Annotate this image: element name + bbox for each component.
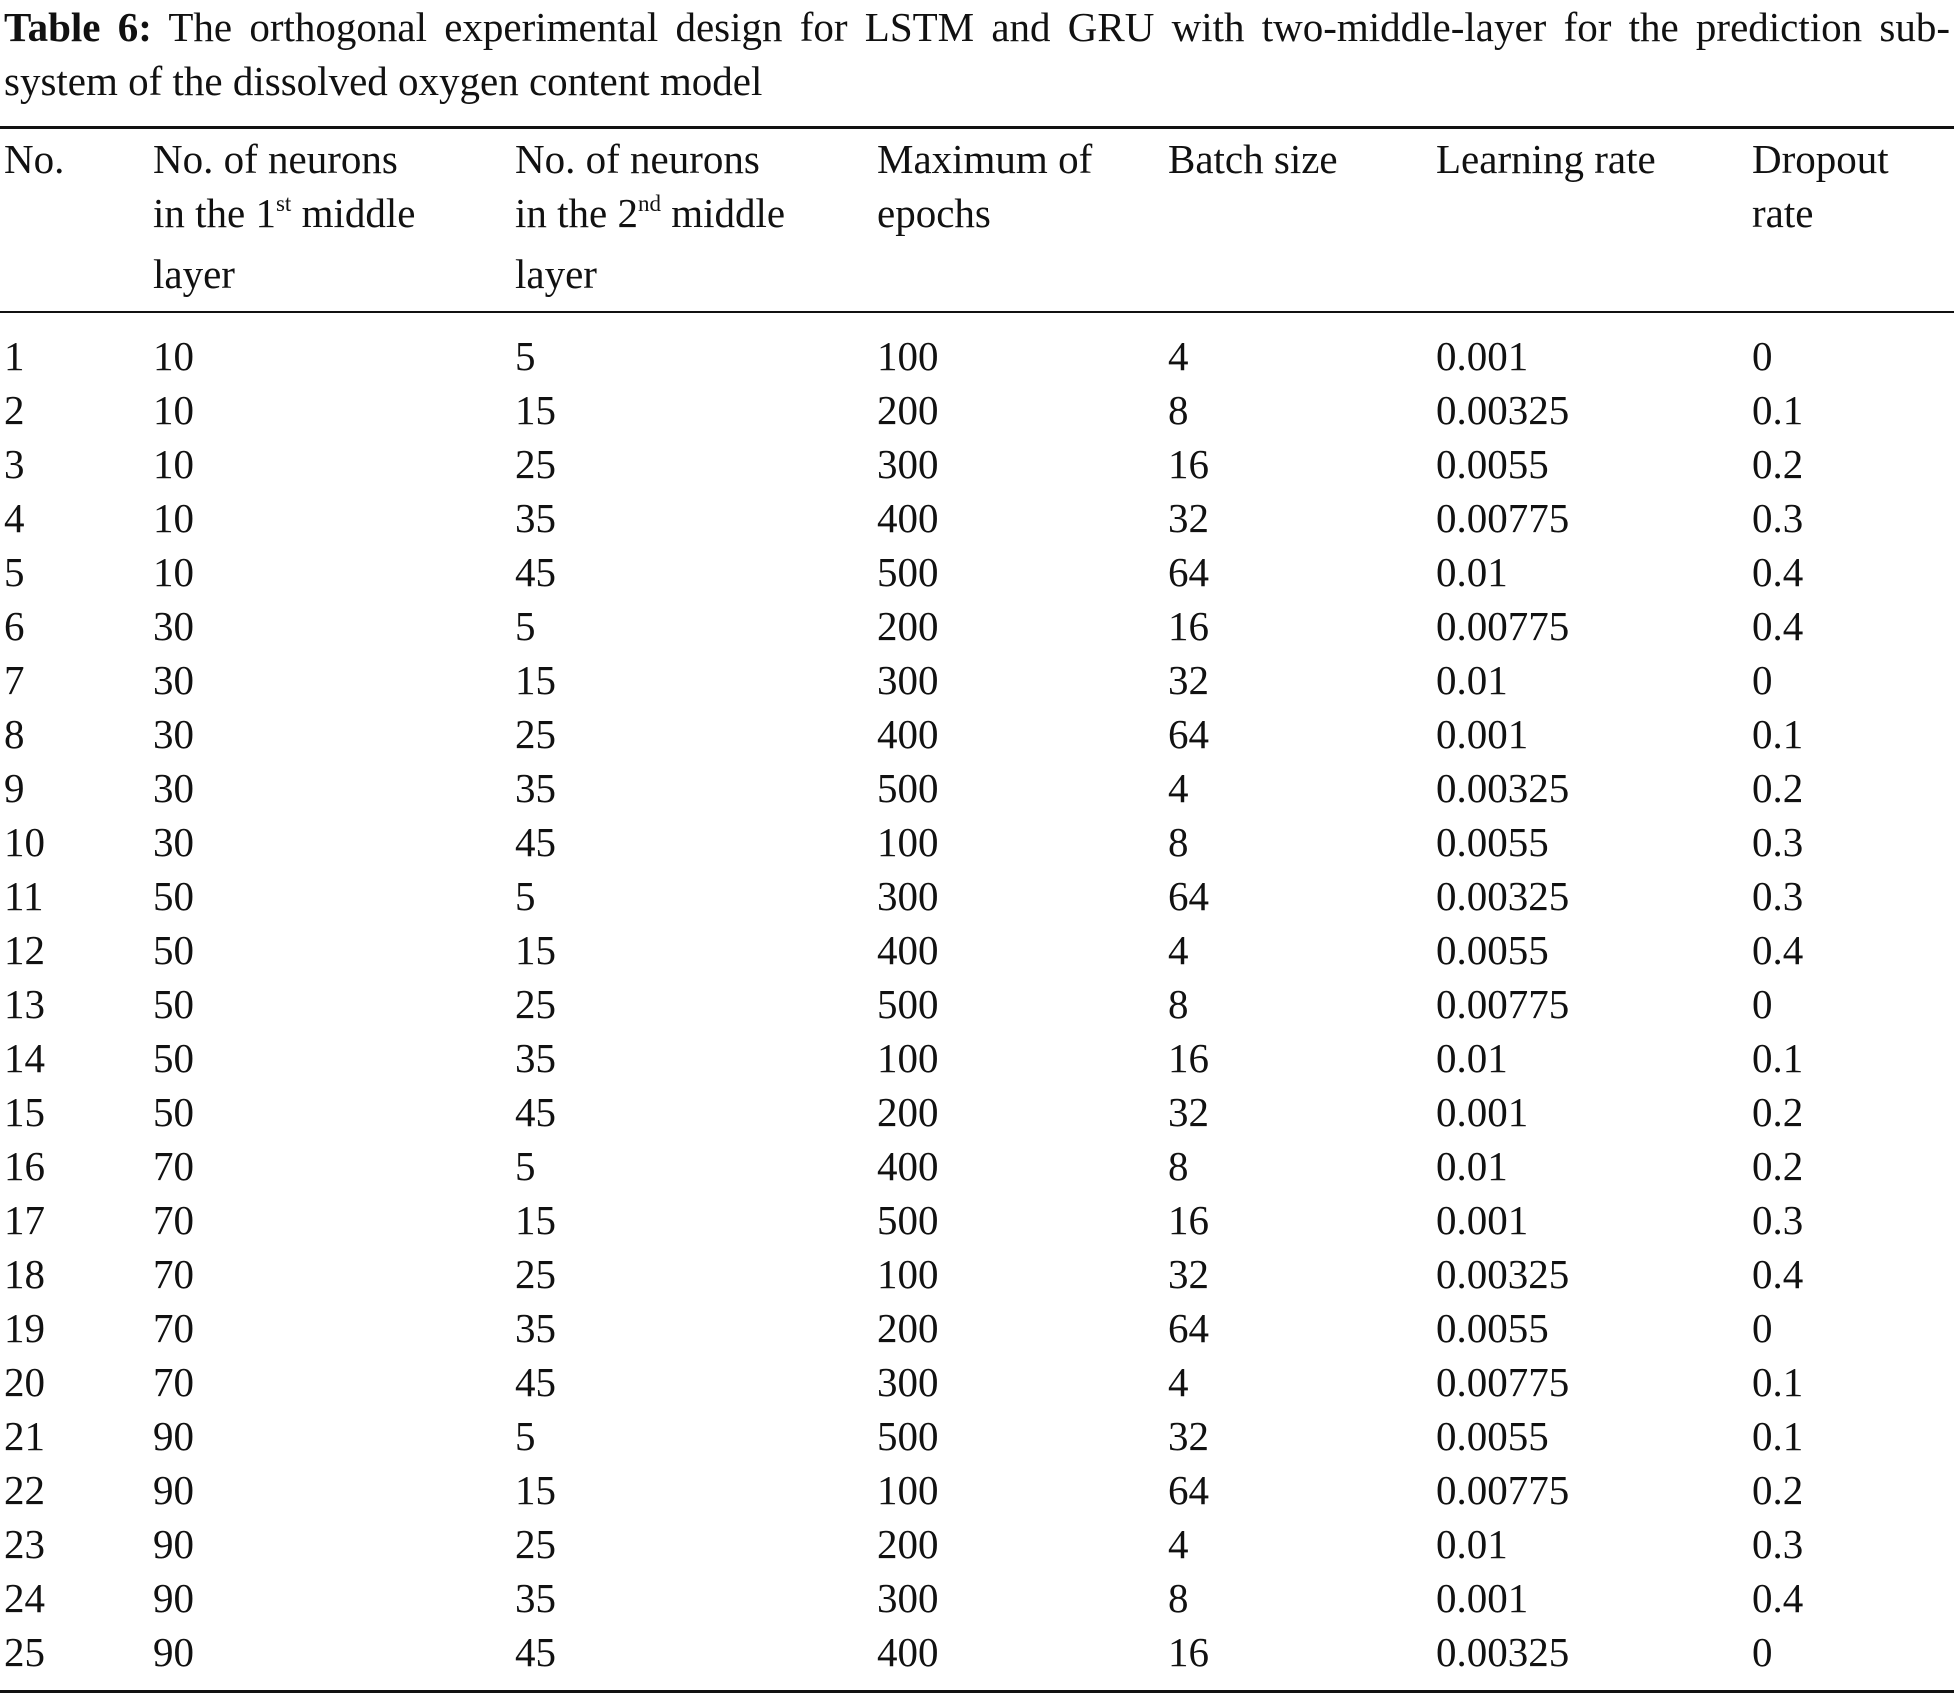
table-cell: 5 [515, 873, 536, 919]
table-cell: 8 [1168, 819, 1189, 865]
header-neurons-2nd-layer [515, 132, 785, 301]
header-lr-label: Learning rate [1436, 136, 1656, 182]
table-cell: 20 [4, 1359, 45, 1405]
table-cell: 30 [153, 603, 194, 649]
table-cell: 10 [153, 441, 194, 487]
table-cell: 100 [877, 1035, 939, 1081]
table-cell: 0.3 [1752, 1197, 1804, 1243]
table-cell: 400 [877, 1143, 939, 1189]
table-cell: 15 [4, 1089, 45, 1135]
table-cell: 8 [1168, 981, 1189, 1027]
table-cell: 100 [877, 819, 939, 865]
table-cell: 25 [515, 981, 556, 1027]
header-dropout-rate [1752, 132, 1889, 240]
table-cell: 0.00775 [1436, 603, 1570, 649]
table-cell: 0.3 [1752, 495, 1804, 541]
table-cell: 100 [877, 1251, 939, 1297]
table-cell: 18 [4, 1251, 45, 1297]
table-cell: 4 [4, 495, 25, 541]
table-cell: 6 [4, 603, 25, 649]
table-cell: 16 [1168, 1197, 1209, 1243]
table-cell: 0.0055 [1436, 441, 1549, 487]
table-cell: 12 [4, 927, 45, 973]
table-cell: 0.1 [1752, 1413, 1804, 1459]
table-bottom-rule [0, 1690, 1954, 1693]
table-cell: 0 [1752, 1305, 1773, 1351]
table-cell: 32 [1168, 1413, 1209, 1459]
table-cell: 90 [153, 1413, 194, 1459]
table-cell: 0.2 [1752, 1143, 1804, 1189]
table-row [0, 491, 1954, 545]
table-cell: 35 [515, 495, 556, 541]
table-cell: 300 [877, 441, 939, 487]
table-cell: 10 [153, 549, 194, 595]
table-cell: 0.4 [1752, 1575, 1804, 1621]
table-cell: 200 [877, 1521, 939, 1567]
table-cell: 30 [153, 657, 194, 703]
table-cell: 0.00325 [1436, 873, 1570, 919]
table-cell: 15 [515, 927, 556, 973]
table-cell: 25 [515, 1251, 556, 1297]
table-cell: 50 [153, 981, 194, 1027]
header-dropout-line2: rate [1752, 190, 1814, 236]
table-cell: 35 [515, 1035, 556, 1081]
table-cell: 50 [153, 1089, 194, 1135]
table-cell: 10 [153, 333, 194, 379]
table-cell: 0.001 [1436, 1197, 1529, 1243]
table-cell: 9 [4, 765, 25, 811]
header-batch-label: Batch size [1168, 136, 1338, 182]
table-cell: 400 [877, 711, 939, 757]
table-cell: 10 [153, 387, 194, 433]
table-cell: 23 [4, 1521, 45, 1567]
table-cell: 45 [515, 1359, 556, 1405]
table-cell: 0.4 [1752, 927, 1804, 973]
table-cell: 16 [1168, 441, 1209, 487]
header-no-label: No. [4, 136, 65, 182]
table-cell: 5 [515, 1143, 536, 1189]
table-cell: 0.1 [1752, 1359, 1804, 1405]
table-cell: 90 [153, 1575, 194, 1621]
table-cell: 5 [515, 1413, 536, 1459]
table-cell: 32 [1168, 1089, 1209, 1135]
table-row [0, 1409, 1954, 1463]
table-cell: 4 [1168, 1521, 1189, 1567]
table-cell: 16 [1168, 1629, 1209, 1675]
table-cell: 30 [153, 711, 194, 757]
table-row [0, 707, 1954, 761]
table-cell: 500 [877, 1197, 939, 1243]
table-cell: 50 [153, 1035, 194, 1081]
table-cell: 0.00325 [1436, 1629, 1570, 1675]
table-cell: 70 [153, 1305, 194, 1351]
table-row [0, 1139, 1954, 1193]
table-cell: 4 [1168, 927, 1189, 973]
table-cell: 70 [153, 1197, 194, 1243]
header-epochs-line1: Maximum of [877, 136, 1093, 182]
table-cell: 400 [877, 1629, 939, 1675]
table-cell: 0.1 [1752, 387, 1804, 433]
header-no [4, 132, 64, 186]
table-cell: 0.001 [1436, 1089, 1529, 1135]
table-cell: 13 [4, 981, 45, 1027]
table-cell: 64 [1168, 1305, 1209, 1351]
table-cell: 70 [153, 1251, 194, 1297]
table-cell: 0.0055 [1436, 927, 1549, 973]
table-cell: 30 [153, 819, 194, 865]
table-cell: 7 [4, 657, 25, 703]
table-cell: 32 [1168, 1251, 1209, 1297]
header-neurons2-line3: layer [515, 251, 597, 297]
table-cell: 22 [4, 1467, 45, 1513]
table-cell: 300 [877, 657, 939, 703]
table-cell: 0.4 [1752, 549, 1804, 595]
table-row [0, 383, 1954, 437]
table-cell: 10 [153, 495, 194, 541]
header-neurons-1st-layer [153, 132, 415, 301]
table-cell: 0.1 [1752, 1035, 1804, 1081]
table-cell: 64 [1168, 549, 1209, 595]
table-cell: 0 [1752, 1629, 1773, 1675]
table-cell: 15 [515, 387, 556, 433]
table-cell: 0.0055 [1436, 1305, 1549, 1351]
header-learning-rate [1436, 132, 1656, 186]
table-cell: 15 [515, 657, 556, 703]
table-cell: 4 [1168, 765, 1189, 811]
table-row [0, 1571, 1954, 1625]
table-row [0, 1085, 1954, 1139]
table-cell: 0 [1752, 981, 1773, 1027]
table-cell: 0.00325 [1436, 1251, 1570, 1297]
table-cell: 1 [4, 333, 25, 379]
table-cell: 0.2 [1752, 765, 1804, 811]
table-cell: 45 [515, 549, 556, 595]
table-row [0, 653, 1954, 707]
table-cell: 35 [515, 1305, 556, 1351]
table-cell: 21 [4, 1413, 45, 1459]
table-cell: 0.2 [1752, 441, 1804, 487]
table-cell: 0.00775 [1436, 981, 1570, 1027]
table-header-rule [0, 311, 1954, 313]
table-cell: 45 [515, 1629, 556, 1675]
table-cell: 90 [153, 1521, 194, 1567]
table-cell: 32 [1168, 657, 1209, 703]
table-cell: 0.0055 [1436, 819, 1549, 865]
header-neurons2-line2: in the 2nd middle [515, 190, 786, 236]
table-cell: 8 [1168, 1575, 1189, 1621]
table-body [0, 329, 1954, 1679]
table-cell: 0.4 [1752, 603, 1804, 649]
table-cell: 100 [877, 1467, 939, 1513]
table-cell: 0.3 [1752, 873, 1804, 919]
table-cell: 8 [4, 711, 25, 757]
table-cell: 0.2 [1752, 1089, 1804, 1135]
table-row [0, 329, 1954, 383]
table-cell: 64 [1168, 711, 1209, 757]
table-cell: 25 [515, 1521, 556, 1567]
table-cell: 0.01 [1436, 549, 1508, 595]
header-batch-size [1168, 132, 1338, 186]
header-epochs-line2: epochs [877, 190, 991, 236]
table-cell: 0.001 [1436, 711, 1529, 757]
table-row [0, 1463, 1954, 1517]
header-max-epochs [877, 132, 1092, 240]
table-cell: 0.1 [1752, 711, 1804, 757]
table-cell: 0.001 [1436, 333, 1529, 379]
table-cell: 0.001 [1436, 1575, 1529, 1621]
header-dropout-line1: Dropout [1752, 136, 1889, 182]
table-cell: 25 [4, 1629, 45, 1675]
table-row [0, 923, 1954, 977]
table-cell: 100 [877, 333, 939, 379]
table-cell: 50 [153, 873, 194, 919]
table-cell: 0 [1752, 333, 1773, 379]
table-cell: 5 [515, 333, 536, 379]
table-cell: 17 [4, 1197, 45, 1243]
table-cell: 0.01 [1436, 1035, 1508, 1081]
table-cell: 5 [4, 549, 25, 595]
table-cell: 15 [515, 1467, 556, 1513]
table-cell: 0.00325 [1436, 765, 1570, 811]
table-cell: 4 [1168, 1359, 1189, 1405]
table-cell: 500 [877, 549, 939, 595]
table-cell: 200 [877, 1305, 939, 1351]
table-cell: 2 [4, 387, 25, 433]
table-cell: 30 [153, 765, 194, 811]
table-cell: 10 [4, 819, 45, 865]
table-cell: 0.4 [1752, 1251, 1804, 1297]
table-cell: 16 [1168, 1035, 1209, 1081]
table-cell: 0.01 [1436, 1143, 1508, 1189]
table-cell: 14 [4, 1035, 45, 1081]
table-cell: 0.00775 [1436, 1359, 1570, 1405]
table-cell: 0.3 [1752, 819, 1804, 865]
table-cell: 35 [515, 1575, 556, 1621]
table-cell: 15 [515, 1197, 556, 1243]
table-row [0, 545, 1954, 599]
table-cell: 500 [877, 1413, 939, 1459]
table-row [0, 761, 1954, 815]
table-cell: 200 [877, 603, 939, 649]
table-row [0, 1517, 1954, 1571]
table-caption [4, 0, 1950, 108]
table-cell: 0.2 [1752, 1467, 1804, 1513]
table-cell: 0 [1752, 657, 1773, 703]
table-cell: 0.3 [1752, 1521, 1804, 1567]
table-cell: 64 [1168, 873, 1209, 919]
table-cell: 35 [515, 765, 556, 811]
table-cell: 0.01 [1436, 657, 1508, 703]
table-cell: 0.01 [1436, 1521, 1508, 1567]
table-cell: 32 [1168, 495, 1209, 541]
table-cell: 200 [877, 387, 939, 433]
table-row [0, 977, 1954, 1031]
table-cell: 16 [4, 1143, 45, 1189]
table-cell: 500 [877, 981, 939, 1027]
table-cell: 400 [877, 927, 939, 973]
table-row [0, 1193, 1954, 1247]
table-row [0, 1301, 1954, 1355]
table-row [0, 815, 1954, 869]
table-cell: 16 [1168, 603, 1209, 649]
table-row [0, 599, 1954, 653]
table-cell: 0.0055 [1436, 1413, 1549, 1459]
table-cell: 45 [515, 1089, 556, 1135]
table-row [0, 1247, 1954, 1301]
header-neurons1-line3: layer [153, 251, 235, 297]
table-cell: 8 [1168, 1143, 1189, 1189]
table-cell: 45 [515, 819, 556, 865]
table-row [0, 437, 1954, 491]
table-cell: 4 [1168, 333, 1189, 379]
table-cell: 11 [4, 873, 44, 919]
table-row [0, 1031, 1954, 1085]
table-cell: 25 [515, 441, 556, 487]
table-cell: 200 [877, 1089, 939, 1135]
table-cell: 300 [877, 873, 939, 919]
header-neurons2-line1: No. of neurons [515, 136, 760, 182]
table-cell: 24 [4, 1575, 45, 1621]
table-cell: 70 [153, 1143, 194, 1189]
table-cell: 3 [4, 441, 25, 487]
table-cell: 64 [1168, 1467, 1209, 1513]
table-row [0, 869, 1954, 923]
table-cell: 19 [4, 1305, 45, 1351]
table-cell: 0.00775 [1436, 495, 1570, 541]
table-cell: 0.00775 [1436, 1467, 1570, 1513]
table-cell: 400 [877, 495, 939, 541]
table-top-rule [0, 126, 1954, 129]
table-row [0, 1625, 1954, 1679]
table-cell: 25 [515, 711, 556, 757]
table-cell: 300 [877, 1359, 939, 1405]
table-cell: 50 [153, 927, 194, 973]
table-cell: 300 [877, 1575, 939, 1621]
header-neurons1-line1: No. of neurons [153, 136, 398, 182]
table-cell: 5 [515, 603, 536, 649]
table-cell: 500 [877, 765, 939, 811]
table-caption-label: Table 6: [4, 4, 152, 50]
table-cell: 90 [153, 1629, 194, 1675]
header-neurons1-line2: in the 1st middle [153, 190, 416, 236]
table-cell: 8 [1168, 387, 1189, 433]
table-row [0, 1355, 1954, 1409]
table-cell: 0.00325 [1436, 387, 1570, 433]
table-caption-text: The orthogonal experimental design for LSTM and GRU with two-middle-layer for the prediction sub-system of the dissolved oxygen content model [4, 4, 1950, 104]
table-cell: 90 [153, 1467, 194, 1513]
table-cell: 70 [153, 1359, 194, 1405]
